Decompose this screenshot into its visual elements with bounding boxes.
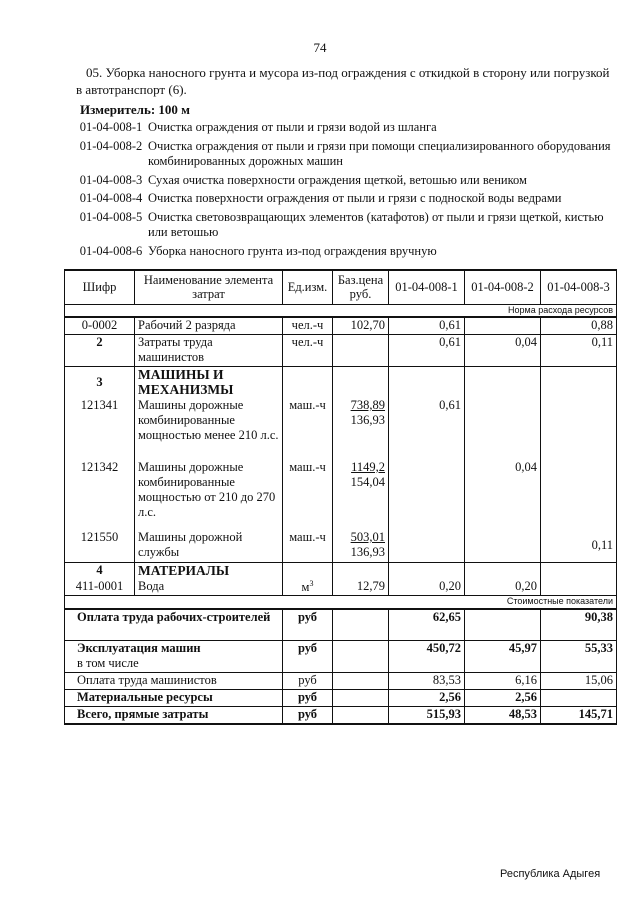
cell-c2 (465, 530, 541, 562)
cell-name: Машины дорожные комбинированные мощностью менее 210 л.с. (135, 398, 283, 460)
cost-c1: 2,56 (389, 690, 465, 707)
cell-unit (283, 562, 333, 579)
cell-c1 (389, 366, 465, 398)
cell-price (333, 366, 389, 398)
code-item: 01-04-008-5 Очистка световозвращающих элементов (катафотов) от пыли и грязи щеткой, кистью или ветошью (79, 209, 604, 239)
cost-price (333, 690, 389, 707)
cell-c1: 0,20 (389, 579, 465, 596)
section-title: 05. Уборка наносного грунта и мусора из-под ограждения с откидкой в сторону или погрузкой в автотранспорт (6). (76, 65, 610, 97)
norm-label: Норма расхода ресурсов (65, 304, 617, 317)
cell-c3 (541, 562, 617, 579)
code-list (74, 120, 624, 262)
norm-label-row (65, 304, 617, 317)
cost-row (65, 641, 617, 673)
cell-c3: 0,88 (541, 317, 617, 334)
cell-c3 (541, 398, 617, 460)
cost-c3: 90,38 (541, 609, 617, 641)
cell-name: МАТЕРИАЛЫ (135, 562, 283, 579)
cell-code: 411-0001 (65, 579, 135, 596)
cell-c3 (541, 460, 617, 530)
meter-label: Измеритель: 100 м (80, 102, 191, 117)
cost-c3: 145,71 (541, 707, 617, 724)
table-header-row (65, 270, 617, 304)
cell-name: Рабочий 2 разряда (135, 317, 283, 334)
resource-table (64, 269, 617, 725)
table-row (65, 562, 617, 579)
cell-c1: 0,61 (389, 398, 465, 460)
cost-c2: 48,53 (465, 707, 541, 724)
header-col-1: 01-04-008-1 (389, 270, 465, 304)
cell-unit: маш.-ч (283, 530, 333, 562)
cost-price (333, 673, 389, 690)
cell-c3: 0,11 (541, 530, 617, 562)
cost-unit: руб (283, 707, 333, 724)
cell-unit: маш.-ч (283, 398, 333, 460)
cell-c2: 0,04 (465, 334, 541, 366)
cost-c2: 6,16 (465, 673, 541, 690)
code-item: 01-04-008-1 Очистка ограждения от пыли и грязи водой из шланга (79, 120, 437, 134)
cell-code: 2 (65, 334, 135, 366)
cell-c1: 0,61 (389, 317, 465, 334)
cell-c3 (541, 366, 617, 398)
cost-unit: руб (283, 609, 333, 641)
cell-code: 0-0002 (65, 317, 135, 334)
table-row (65, 317, 617, 334)
cost-c2: 45,97 (465, 641, 541, 673)
header-name: Наименование элемента затрат (135, 270, 283, 304)
cell-price (333, 334, 389, 366)
cell-unit: $м^3$ (283, 579, 333, 596)
cell-name: МАШИНЫ И МЕХАНИЗМЫ (135, 366, 283, 398)
code-item: 01-04-008-2 Очистка ограждения от пыли и грязи при помощи специализированного оборудования комбинированных дорожных машин (79, 138, 611, 168)
cost-c3: 15,06 (541, 673, 617, 690)
cell-c2: 0,20 (465, 579, 541, 596)
cost-row (65, 690, 617, 707)
cell-c1 (389, 562, 465, 579)
cell-c2 (465, 317, 541, 334)
cost-c1: 62,65 (389, 609, 465, 641)
cost-c3: 55,33 (541, 641, 617, 673)
cost-c1: 515,93 (389, 707, 465, 724)
header-col-3: 01-04-008-3 (541, 270, 617, 304)
cell-unit: чел.-ч (283, 317, 333, 334)
cell-name: Машины дорожные комбинированные мощностью от 210 до 270 л.с. (135, 460, 283, 530)
cost-name: Эксплуатация машин в том числе (65, 641, 283, 673)
cell-c1: 0,61 (389, 334, 465, 366)
cost-c2: 2,56 (465, 690, 541, 707)
cell-c2 (465, 562, 541, 579)
cell-unit (283, 366, 333, 398)
cost-c1: 450,72 (389, 641, 465, 673)
header-unit: Ед.изм. (283, 270, 333, 304)
code-item: 01-04-008-4 Очистка поверхности ограждения от пыли и грязи с подноской воды ведрами (79, 191, 562, 205)
cost-unit: руб (283, 690, 333, 707)
cell-price: 503,01 136,93 (333, 530, 389, 562)
cell-c1 (389, 460, 465, 530)
table-row (65, 530, 617, 562)
cost-name: Оплата труда машинистов (65, 673, 283, 690)
table-row (65, 460, 617, 530)
table-row (65, 579, 617, 596)
cell-price: 738,89 136,93 (333, 398, 389, 460)
cell-c2 (465, 398, 541, 460)
header-col-2: 01-04-008-2 (465, 270, 541, 304)
cell-name: Затраты труда машинистов (135, 334, 283, 366)
table-row (65, 334, 617, 366)
cost-name: Материальные ресурсы (65, 690, 283, 707)
cost-name: Всего, прямые затраты (65, 707, 283, 724)
code-item: 01-04-008-3 Сухая очистка поверхности ограждения щеткой, ветошью или веником (79, 172, 527, 187)
cell-price: 12,79 (333, 579, 389, 596)
cell-price (333, 562, 389, 579)
table-row (65, 366, 617, 398)
cell-price: 1149,2 154,04 (333, 460, 389, 530)
cell-code: 121550 (65, 530, 135, 562)
cell-name: Машины дорожной службы (135, 530, 283, 562)
cell-price: 102,70 (333, 317, 389, 334)
page-footer: Республика Адыгея (500, 868, 601, 880)
cell-code: 3 (65, 366, 135, 398)
cost-row (65, 609, 617, 641)
header-code: Шифр (65, 270, 135, 304)
cost-unit: руб (283, 673, 333, 690)
cell-c2 (465, 366, 541, 398)
cost-label-row (65, 596, 617, 609)
cell-c3: 0,11 (541, 334, 617, 366)
cost-name: Оплата труда рабочих-строителей (65, 609, 283, 641)
cost-price (333, 641, 389, 673)
table-row (65, 398, 617, 460)
code-item: 01-04-008-6 Уборка наносного грунта из-под ограждения вручную (79, 243, 437, 258)
cell-c1 (389, 530, 465, 562)
cost-row (65, 673, 617, 690)
header-base-price: Баз.цена руб. (333, 270, 389, 304)
cell-name: Вода (135, 579, 283, 596)
cell-code: 121342 (65, 460, 135, 530)
page-number: 74 (313, 40, 327, 55)
cell-unit: маш.-ч (283, 460, 333, 530)
cost-c2 (465, 609, 541, 641)
cost-row (65, 707, 617, 724)
cell-unit: чел.-ч (283, 334, 333, 366)
cell-c2: 0,04 (465, 460, 541, 530)
cost-price (333, 707, 389, 724)
cell-code: 4 (65, 562, 135, 579)
cost-label: Стоимостные показатели (65, 596, 617, 609)
cost-unit: руб (283, 641, 333, 673)
cost-price (333, 609, 389, 641)
cost-c3 (541, 690, 617, 707)
cost-c1: 83,53 (389, 673, 465, 690)
cell-c3 (541, 579, 617, 596)
cell-code: 121341 (65, 398, 135, 460)
